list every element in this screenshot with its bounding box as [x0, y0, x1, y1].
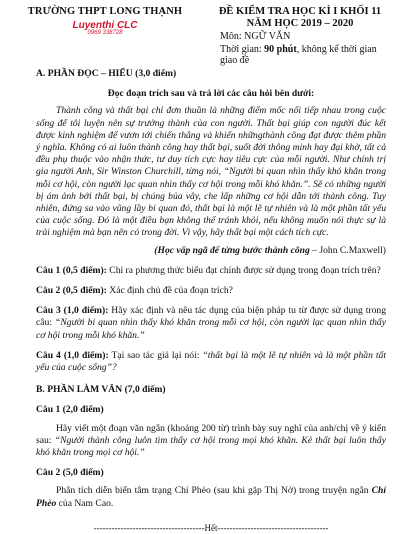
essay-2-work: Chí Phèo: [36, 485, 386, 509]
exam-body: [36, 68, 386, 534]
question-3-quote: “Người bi quan nhìn thấy khó khăn trong mỗi cơ hội, còn người lạc quan nhìn thấy cơ hội trong mỗi khó khăn.”: [36, 317, 386, 341]
reading-passage: Thành công và thất bại chỉ đơn thuần là những điểm mốc nối tiếp nhau trong cuộc sống để tôi luyện nên sự trưởng thành của con người. Thất bại giúp con người đúc kết được kinh nghiệm để vươn tới chiến thắng và khiến nhữngthành công đạt được thêm phần ý nghĩa. Không có ai luôn thành công hay thất bại, suốt đời thông minh hay đại khờ, tất cả đều phụ thuộc vào nhận thức, tư duy tích cực hay tiêu cực của mỗi người. Như chính trị gia người Anh, Sir Winston Churchill, từng nói, “Người bi quan nhìn thấy khó khăn trong mỗi cơ hội, còn người lạc quan nhìn thấy cơ hội trong mỗi khó khăn.”. Sẽ có những người bị ám ảnh bởi thất bại, bị chúng bủa vây, che lấp những cơ hội dẫn tới thành công. Tuy nhiên, đứng sa vào vũng lầy bi quan đó, thất bại là một lẽ tự nhiên và là một phần tất yếu của cuộc sống. Đó là một điều bạn không thể tránh khỏi, nếu không muốn nói thực sự là trải nghiệm mà bạn nên có trong đời. Vì vậy, hãy thất bại một cách tích cực.: [36, 105, 386, 239]
logo-text: Luyenthi CLC: [72, 20, 138, 31]
source-title: (Học vấp ngã để từng bước thành công: [154, 244, 310, 256]
exam-year: NĂM HỌC 2019 – 2020: [246, 18, 354, 29]
section-b-title: B. PHẦN LÀM VĂN (7,0 điểm): [36, 384, 166, 396]
reading-instruction: Đọc đoạn trích sau và trả lời các câu hỏi bên dưới:: [107, 88, 315, 100]
question-4-text: Tại sao tác giả lại nói:: [108, 349, 203, 361]
subject-value: NGỮ VĂN: [244, 31, 291, 42]
question-1: [36, 265, 386, 277]
essay-1-text: Hãy viết một đoạn văn ngắn (khoảng 200 từ) trình bày suy nghĩ của anh/chị về ý kiến sau:: [36, 422, 386, 446]
essay-1-prompt: [36, 423, 386, 460]
question-3: [36, 305, 386, 342]
subject-label: Môn:: [220, 31, 245, 42]
school-name: TRƯỜNG THPT LONG THẠNH: [27, 6, 183, 17]
subject-line: [205, 31, 395, 42]
luyenthi-logo: [63, 20, 147, 36]
question-3-label: Câu 3 (1,0 điểm):: [36, 305, 109, 317]
question-2-text: Xác định chủ đề của đoạn trích?: [106, 285, 233, 297]
question-1-label: Câu 1 (0,5 điểm):: [36, 264, 107, 276]
question-3-text: Hãy xác định và nêu tác dụng của biện pháp tu từ được sử dụng trong câu:: [36, 305, 386, 329]
time-note: , không kể thời gian giao đề: [220, 44, 377, 66]
passage-source: [36, 245, 386, 257]
question-1-text: Chỉ ra phương thức biểu đạt chính được sử dụng trong đoạn trích trên?: [106, 264, 381, 276]
essay-2-prompt: [36, 485, 386, 509]
end-of-exam-line: -------------------------------------Hết-------------------------------------: [93, 522, 329, 533]
exam-title: ĐỀ KIỂM TRA HỌC KÌ I KHỐI 11: [218, 6, 382, 17]
section-a-title: A. PHẦN ĐỌC – HIỂU (3,0 điểm): [36, 68, 177, 79]
essay-2-text: Phân tích diễn biến tâm trạng Chí Phèo (sau khi gặp Thị Nở) trong truyện ngắn: [56, 485, 372, 497]
essay-1-title: Câu 1 (2,0 điểm): [36, 404, 104, 416]
question-4: [36, 350, 386, 374]
essay-2-tail: của Nam Cao.: [56, 497, 114, 509]
logo-phone: 0969 338728: [87, 30, 123, 36]
question-4-label: Câu 4 (1,0 điểm):: [36, 349, 109, 361]
source-author: – John C.Maxwell): [309, 244, 386, 256]
question-2: [36, 285, 386, 297]
essay-1-quote: “Người thành công luôn tìm thấy cơ hội trong mọi khó khăn. Kẻ thất bại luôn thấy khó khăn trong mọi cơ hội.”: [36, 434, 386, 459]
header-left: [20, 6, 190, 36]
question-4-quote: “thất bại là một lẽ tự nhiên và là một phần tất yếu của cuộc sống”?: [36, 349, 386, 374]
time-value: 90 phút: [264, 44, 297, 55]
header-right: [205, 6, 395, 66]
question-2-label: Câu 2 (0,5 điểm):: [36, 285, 107, 297]
time-line: [205, 44, 395, 66]
essay-2-title: Câu 2 (5,0 điểm): [36, 467, 104, 479]
time-label: Thời gian:: [220, 44, 265, 55]
